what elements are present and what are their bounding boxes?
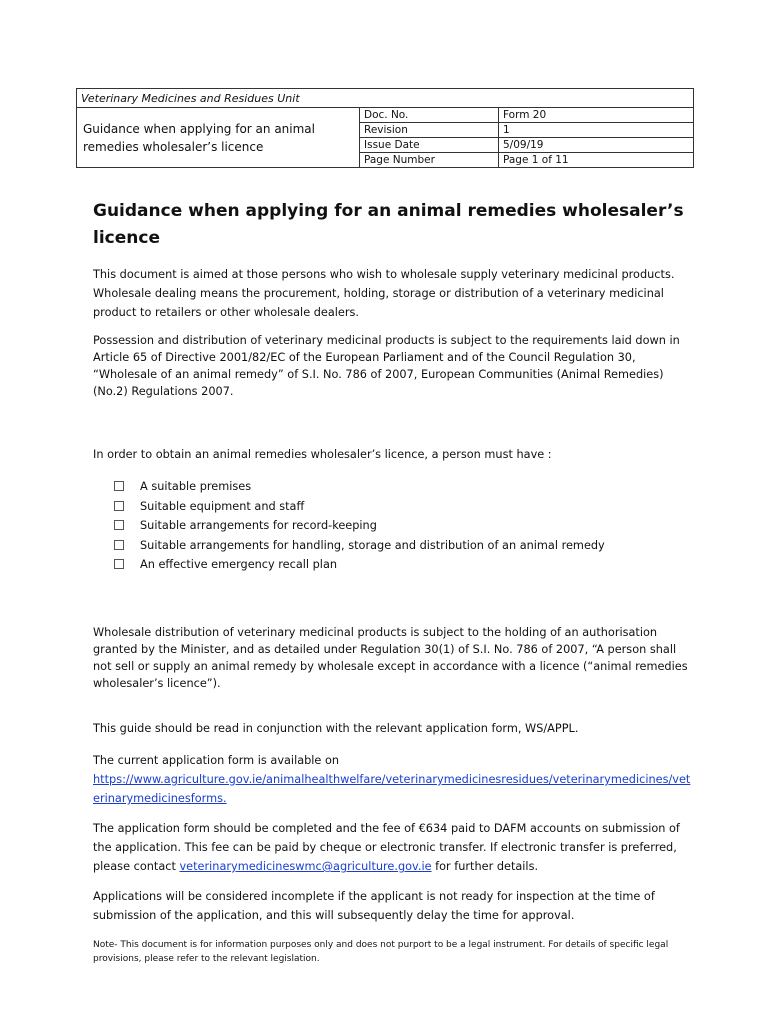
- document-title: Guidance when applying for an animal remedies wholesaler’s licence: [93, 201, 684, 248]
- form-availability-paragraph: [93, 751, 693, 808]
- authorisation-paragraph: Wholesale distribution of veterinary medicinal products is subject to the holding of an authorisation granted by the Minister, and as detailed under Regulation 30(1) of S.I. No. 786 of 2007, “A person shall not sell or supply an animal remedy by wholesale except in accordance with a licence (“animal remedies wholesaler’s licence”).: [93, 626, 688, 690]
- checkbox-bullet-icon: [114, 481, 124, 491]
- requirement-text: An effective emergency recall plan: [140, 558, 338, 571]
- checkbox-bullet-icon: [114, 520, 124, 530]
- doc-no-label: Doc. No.: [360, 108, 499, 123]
- contact-email-link[interactable]: veterinarymedicineswmc@agriculture.gov.ie: [179, 860, 432, 873]
- fee-text: The application form should be completed and the fee of €634 paid to DAFM accounts on submission of the application. This fee can be paid by cheque or electronic transfer. If electronic transfer is preferred, please contact: [93, 822, 680, 873]
- issue-date-label: Issue Date: [360, 138, 499, 153]
- fee-paragraph: [93, 819, 693, 876]
- revision-value: 1: [499, 123, 694, 138]
- list-item: [114, 516, 605, 536]
- conjunction-paragraph: This guide should be read in conjunction with the relevant application form, WS/APPL.: [93, 722, 579, 735]
- requirements-intro: In order to obtain an animal remedies wholesaler’s licence, a person must have :: [93, 448, 552, 461]
- unit-name: Veterinary Medicines and Residues Unit: [77, 89, 694, 108]
- incomplete-paragraph: Applications will be considered incomplete if the applicant is not ready for inspection at the time of submission of the application, and this will subsequently delay the time for approval.: [93, 890, 655, 922]
- intro-paragraph: This document is aimed at those persons who wish to wholesale supply veterinary medicinal products. Wholesale dealing means the procurement, holding, storage or distribution of a veterinary medicinal product to retailers or other wholesale dealers.: [93, 268, 675, 319]
- list-item: [114, 497, 605, 517]
- checkbox-bullet-icon: [114, 559, 124, 569]
- checkbox-bullet-icon: [114, 501, 124, 511]
- requirements-list: [114, 477, 605, 575]
- fee-text-end: for further details.: [431, 860, 539, 873]
- requirement-text: A suitable premises: [140, 480, 252, 493]
- legal-basis-paragraph: Possession and distribution of veterinary medicinal products is subject to the requirements laid down in Article 65 of Directive 2001/82/EC of the European Parliament and of the Council Regulation 30, “Wholesale of an animal remedy” of S.I. No. 786 of 2007, European Communities (Animal Remedies)(No.2) Regulations 2007.: [93, 334, 680, 398]
- page-number-value: Page 1 of 11: [499, 153, 694, 168]
- document-header-table: [76, 88, 694, 168]
- requirement-text: Suitable arrangements for record-keeping: [140, 519, 377, 532]
- header-guide-title: Guidance when applying for an animal remedies wholesaler’s licence: [77, 108, 360, 168]
- requirement-text: Suitable equipment and staff: [140, 499, 305, 513]
- page-number-label: Page Number: [360, 153, 499, 168]
- revision-label: Revision: [360, 123, 499, 138]
- checkbox-bullet-icon: [114, 540, 124, 550]
- list-item: [114, 536, 605, 556]
- requirement-text: Suitable arrangements for handling, storage and distribution of an animal remedy: [140, 538, 605, 552]
- legal-note: Note- This document is for information purposes only and does not purport to be a legal instrument. For details of specific legal provisions, please refer to the relevant legislation.: [93, 940, 669, 964]
- application-form-link[interactable]: https://www.agriculture.gov.ie/animalhealthwelfare/veterinarymedicinesresidues/veterinarymedicines/veterinarymedicinesforms.: [93, 773, 691, 805]
- form-availability-text: The current application form is available on: [93, 754, 340, 767]
- list-item: [114, 477, 605, 497]
- doc-no-value: Form 20: [499, 108, 694, 123]
- issue-date-value: 5/09/19: [499, 138, 694, 153]
- list-item: [114, 555, 605, 575]
